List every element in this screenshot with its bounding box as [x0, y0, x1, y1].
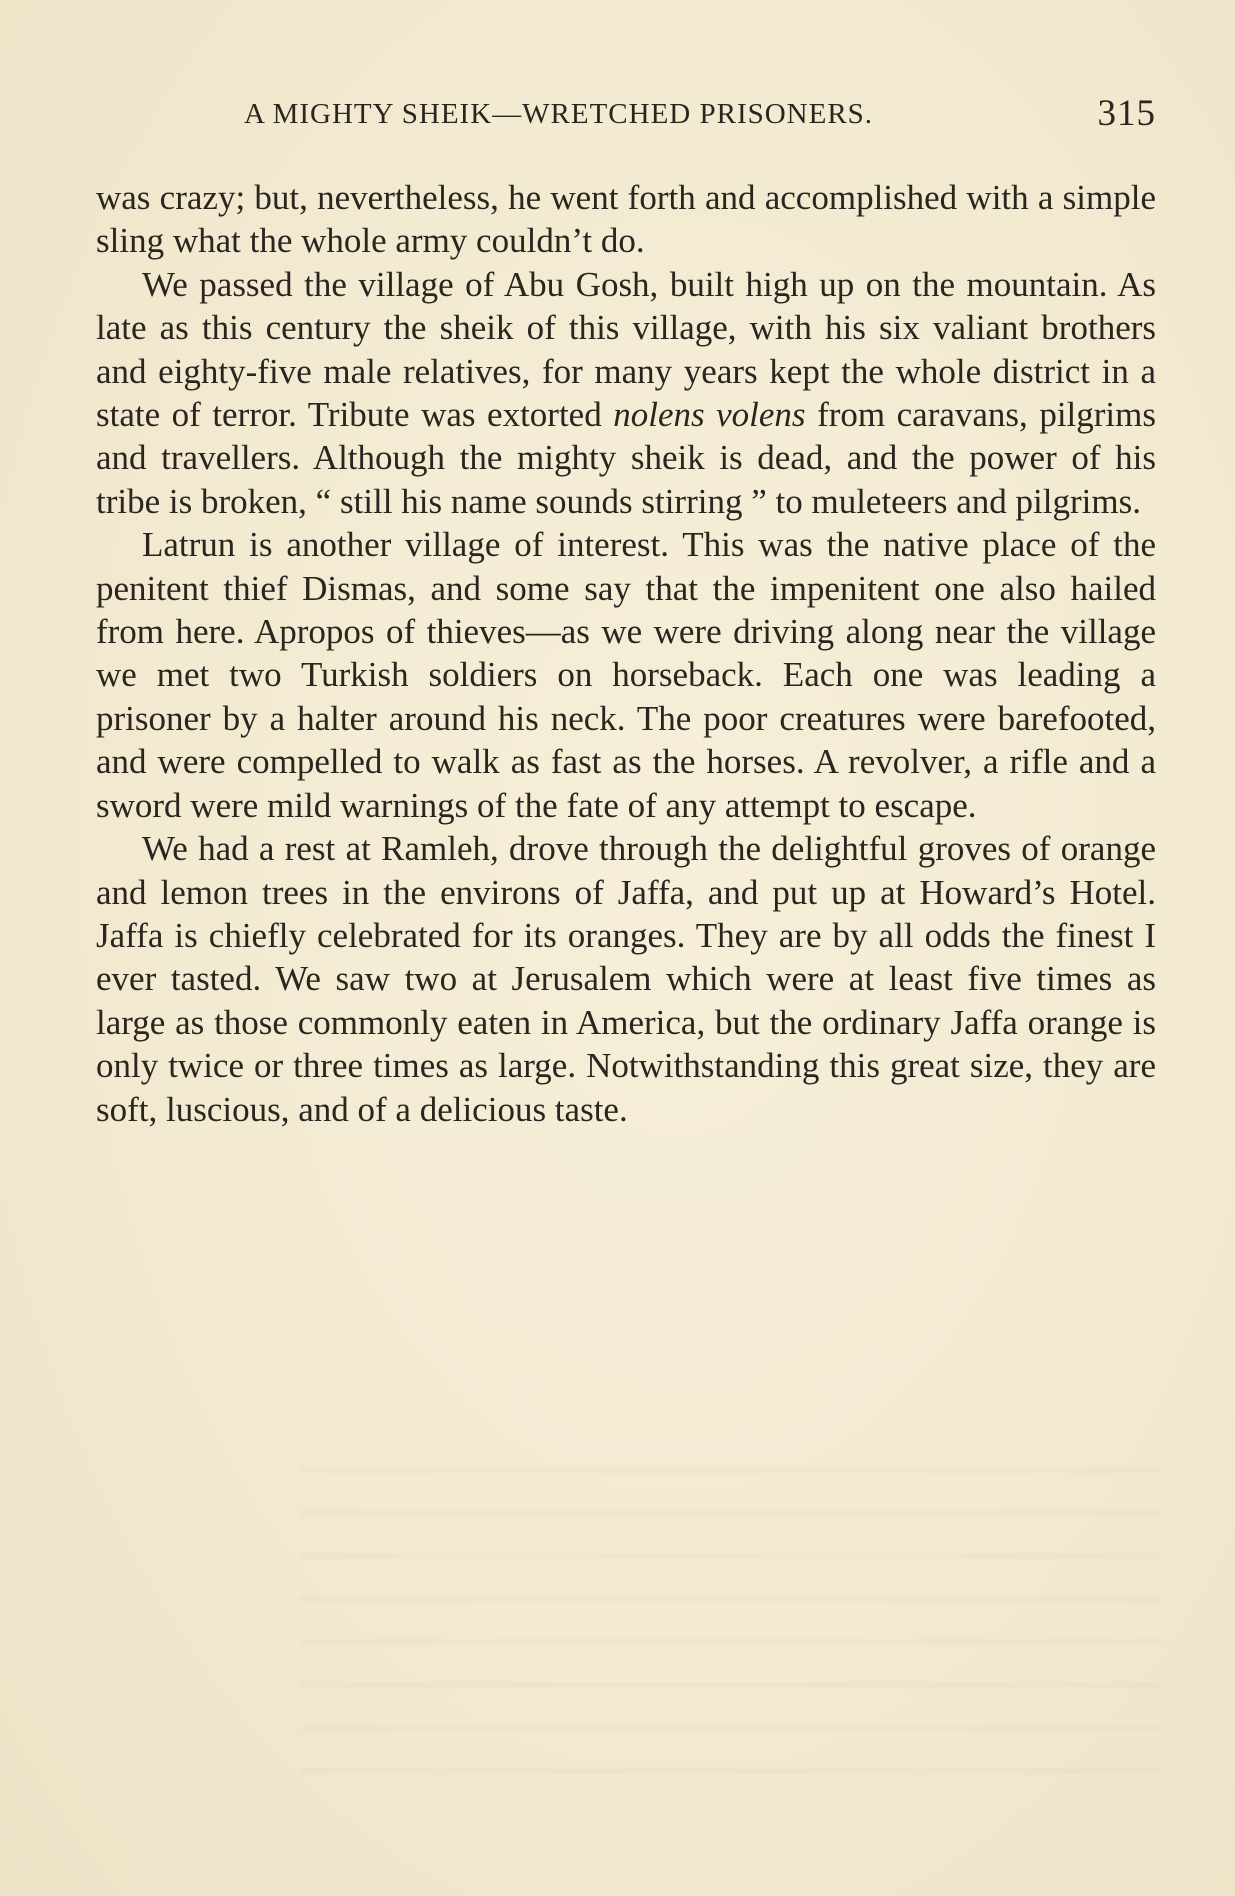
body-text — [96, 176, 1156, 1131]
page-number: 315 — [1097, 93, 1156, 134]
running-head — [96, 92, 1156, 140]
paragraph — [96, 176, 1156, 263]
paragraph — [96, 827, 1156, 1131]
paragraph — [96, 263, 1156, 523]
paragraph-text: We passed the village of Abu Gosh, built high up on the mountain. As late as this century the sheik of this village, with his six valiant brothers and eighty-five male relatives, for many years kept the whole district in a state of terror. Tribute was extorted — [96, 264, 1156, 435]
show-through-text — [300, 1440, 1160, 1800]
paragraph-text: Latrun is another village of interest. This was the native place of the penitent thief Dismas, and some say that the impenitent one also hailed from here. Apropos of thieves—as we were driving along near the village we met two Turkish soldiers on horseback. Each one was leading a prisoner by a halter around his neck. The poor creatures were barefooted, and were compelled to walk as fast as the horses. A revolver, a rifle and a sword were mild warnings of the fate of any attempt to escape. — [96, 525, 1156, 825]
paragraph-text: was crazy; but, nevertheless, he went forth and accomplished with a simple sling what the whole army couldn’t do. — [96, 178, 1156, 261]
running-title: A MIGHTY SHEIK—WRETCHED PRISONERS. — [244, 98, 874, 130]
italic-phrase: nolens volens — [613, 395, 806, 435]
paragraph-text: We had a rest at Ramleh, drove through the delightful groves of orange and lemon trees in the environs of Jaffa, and put up at Howard’s Hotel. Jaffa is chiefly celebrated for its oranges. They are by all odds the finest I ever tasted. We saw two at Jerusalem which were at least five times as large as those commonly eaten in America, but the ordinary Jaffa orange is only twice or three times as large. Notwithstanding this great size, they are soft, luscious, and of a delicious taste. — [96, 829, 1156, 1129]
paragraph — [96, 523, 1156, 827]
paragraph-text: from caravans, pilgrims and travellers. Although the mighty sheik is dead, and the power of his tribe is broken, “ still his name sounds stirring ” to muleteers and pilgrims. — [96, 395, 1156, 521]
